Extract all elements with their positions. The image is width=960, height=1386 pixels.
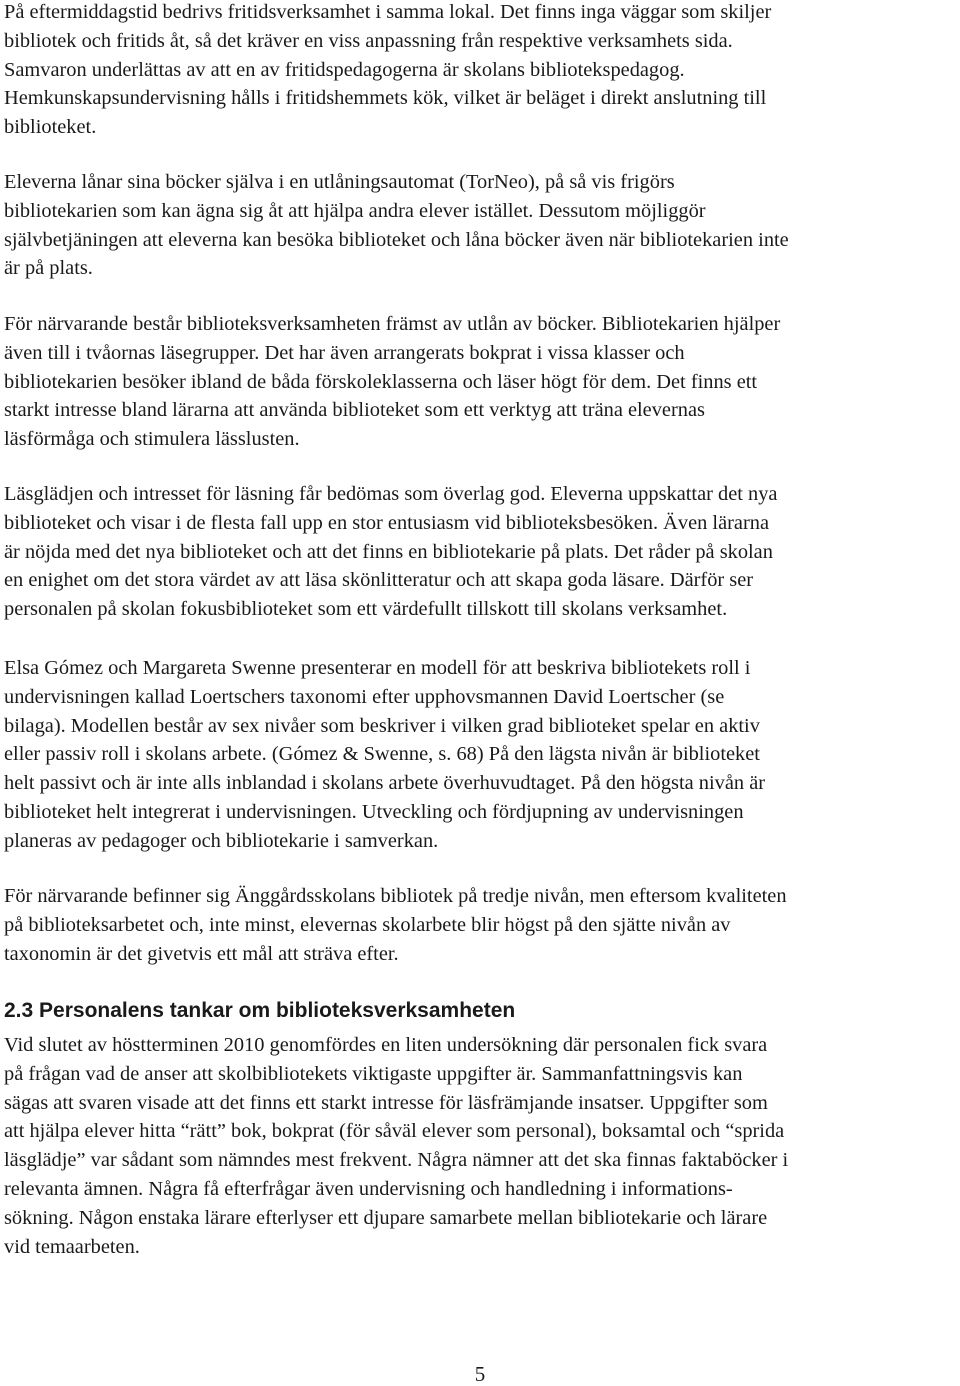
- text-line: personalen på skolan fokusbiblioteket som ett värdefullt tillskott till skolans verksamhet.: [4, 598, 728, 621]
- text-line: även till i tvåornas läsegrupper. Det har även arrangerats bokprat i vissa klasser och: [4, 341, 685, 364]
- text-line: på frågan vad de anser att skolbibliotekets viktigaste uppgifter är. Sammanfattningsvis kan: [4, 1062, 743, 1085]
- text-line: är på plats.: [4, 257, 93, 280]
- text-line: starkt intresse bland lärarna att använda biblioteket som ett verktyg att träna elevernas: [4, 399, 705, 422]
- paragraph-fritidsverksamhet: [4, 0, 771, 142]
- text-line: sägas att svaren visade att det finns ett starkt intresse för läsfrämjande insatser. Uppgifter som: [4, 1091, 768, 1114]
- text-line: bibliotek och fritids åt, så det kräver en viss anpassning från respektive verksamhets sida.: [4, 29, 733, 52]
- text-line: sökning. Någon enstaka lärare efterlyser ett djupare samarbete mellan bibliotekarie och lärare: [4, 1206, 768, 1229]
- text-line: bilaga). Modellen består av sex nivåer som beskriver i vilken grad biblioteket spelar en aktiv: [4, 714, 760, 737]
- text-line: bibliotekarien som kan ägna sig åt att hjälpa andra elever istället. Dessutom möjliggör: [4, 199, 706, 222]
- paragraph-loertschers-taxonomi: [4, 654, 765, 856]
- text-line: att hjälpa elever hitta “rätt” bok, bokprat (för såväl elever som personal), boksamtal och “sprida: [4, 1120, 785, 1143]
- text-line: eller passiv roll i skolans arbete. (Gómez & Swenne, s. 68) På den lägsta nivån är biblioteket: [4, 743, 760, 766]
- paragraph-tredje-nivan: [4, 882, 787, 968]
- text-line: Elsa Gómez och Margareta Swenne presenterar en modell för att beskriva bibliotekets roll i: [4, 657, 751, 679]
- paragraph-personalens-tankar: [4, 1031, 788, 1261]
- text-line: På eftermiddagstid bedrivs fritidsverksamhet i samma lokal. Det finns inga väggar som skiljer: [4, 1, 772, 23]
- text-line: Läsglädjen och intresset för läsning får bedömas som överlag god. Eleverna uppskattar det nya: [4, 483, 778, 505]
- text-line: För närvarande består biblioteksverksamheten främst av utlån av böcker. Bibliotekarien hjälper: [4, 313, 781, 335]
- page-number: 5: [474, 1362, 486, 1386]
- text-line: på biblioteksarbetet och, inte minst, elevernas skolarbete blir högst på den sjätte nivån av: [4, 913, 731, 936]
- text-line: läsförmåga och stimulera lässlusten.: [4, 428, 300, 451]
- text-line: biblioteket helt integrerat i undervisningen. Utveckling och fördjupning av undervisningen: [4, 800, 744, 823]
- text-line: självbetjäningen att eleverna kan besöka biblioteket och låna böcker även när bibliotekarien inte: [4, 228, 789, 251]
- section-heading: 2.3 Personalens tankar om biblioteksverksamheten: [4, 999, 516, 1022]
- text-line: Samvaron underlättas av att en av fritidspedagogerna är skolans bibliotekspedagog.: [4, 58, 685, 81]
- text-line: relevanta ämnen. Några få efterfrågar även undervisning och handledning i informations-: [4, 1177, 733, 1200]
- text-line: Hemkunskapsundervisning hålls i fritidshemmets kök, vilket är beläget i direkt anslutning till: [4, 87, 767, 110]
- text-line: läsglädje” var sådant som nämndes mest frekvent. Några nämner att det ska finnas faktaböcker i: [4, 1149, 789, 1172]
- paragraph-utlaningsautomat: [4, 168, 789, 283]
- text-line: helt passivt och är inte alls inblandad i skolans arbete överhuvudtaget. På den högsta nivån är: [4, 772, 766, 795]
- text-line: biblioteket och visar i de flesta fall upp en stor entusiasm vid biblioteksbesöken. Även lärarna: [4, 511, 770, 534]
- paragraph-lasgladje: [4, 480, 777, 624]
- text-line: planeras av pedagoger och bibliotekarie i samverkan.: [4, 829, 439, 852]
- paragraph-biblioteksverksamhet: [4, 310, 780, 454]
- text-line: vid temaarbeten.: [4, 1235, 140, 1258]
- text-line: För närvarande befinner sig Änggårdsskolans bibliotek på tredje nivån, men eftersom kvaliteten: [4, 885, 787, 907]
- text-line: undervisningen kallad Loertschers taxonomi efter upphovsmannen David Loertscher (se: [4, 685, 725, 708]
- text-line: taxonomin är det givetvis ett mål att sträva efter.: [4, 942, 399, 965]
- text-line: Vid slutet av höstterminen 2010 genomfördes en liten undersökning där personalen fick svara: [4, 1034, 768, 1056]
- text-line: Eleverna lånar sina böcker själva i en utlåningsautomat (TorNeo), på så vis frigörs: [4, 171, 675, 193]
- text-line: en enighet om det stora värdet av att läsa skönlitteratur och att skapa goda läsare. Därför ser: [4, 569, 754, 592]
- text-line: bibliotekarien besöker ibland de båda förskoleklasserna och läser högt för dem. Det finns ett: [4, 370, 758, 393]
- text-line: är nöjda med det nya biblioteket och att det finns en bibliotekarie på plats. Det råder på skolan: [4, 540, 773, 563]
- text-line: biblioteket.: [4, 116, 97, 139]
